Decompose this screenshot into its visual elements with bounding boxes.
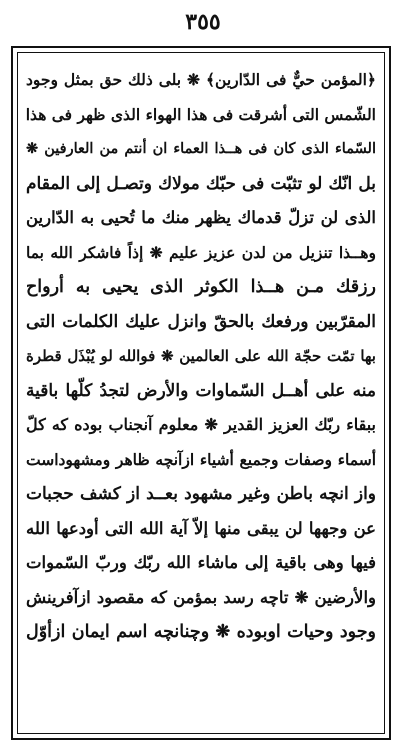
text-line: وجود وحيات اوبوده ❋ وچنانچه اسم ايمان ازأوّل [26, 622, 376, 642]
text-line: بل انّك لو تثبّت فى حبّك مولاك وتصـل إلى المقام [26, 173, 376, 194]
page-border-inner [17, 52, 385, 734]
text-line: الشّمس التى أشرقت فى هذا الهواء الذى ظهر فى هذا [26, 104, 376, 124]
text-line: بها تمّت حجّة الله على العالمين ❋ فوالله لو يُبْذَل قطرة [26, 347, 376, 365]
text-line: رزقك مـن هــذا الكوثر الذى يحيى به أرواح [26, 277, 376, 297]
text-line: ببقاء ربّك العزيز القدير ❋ معلوم آنجناب بوده كه كلّ [26, 415, 376, 434]
text-line: ﴿المؤمن حيٌّ فى الدّارين﴾ ❋ بلى ذلك حق بمثل وجود [26, 70, 376, 89]
body-text [26, 63, 376, 725]
text-line: أسماء وصفات وجميع أشياء ازآنچه ظاهر ومشهوداست [26, 449, 376, 469]
text-line: وهــذا تنزيل من لدن عزيز عليم ❋ إذاً فاشكر الله بما [26, 242, 376, 262]
text-line: واز انچه باطن وغير مشهود بعــد از كشف حجبات [26, 484, 376, 504]
text-line: المقرّبين ورفعك بالحقّ وانزل عليك الكلمات التى [26, 311, 376, 332]
text-line: الذى لن تزلّ قدماك يظهر منك ما تُحيى به الدّارين [26, 208, 376, 227]
page-border [11, 46, 391, 740]
text-line: منه على أهــل السّماوات والأرض لتجدُ كلّها باقية [26, 380, 376, 401]
text-line: السّماء الذى كان فى هــذا العماء ان أنتم من العارفين ❋ [26, 140, 376, 157]
text-line: فيها وهى باقية إلى ماشاء الله ربّك وربّ السّموات [26, 553, 376, 572]
text-line: عن وجهها لن يبقى منها إلاّ آية الله التى أودعها الله [26, 518, 376, 538]
page-number: ٣٥٥ [185, 9, 221, 35]
text-line: والأرضين ❋ تاچه رسد بمؤمن كه مقصود ازآفرينش [26, 587, 376, 607]
